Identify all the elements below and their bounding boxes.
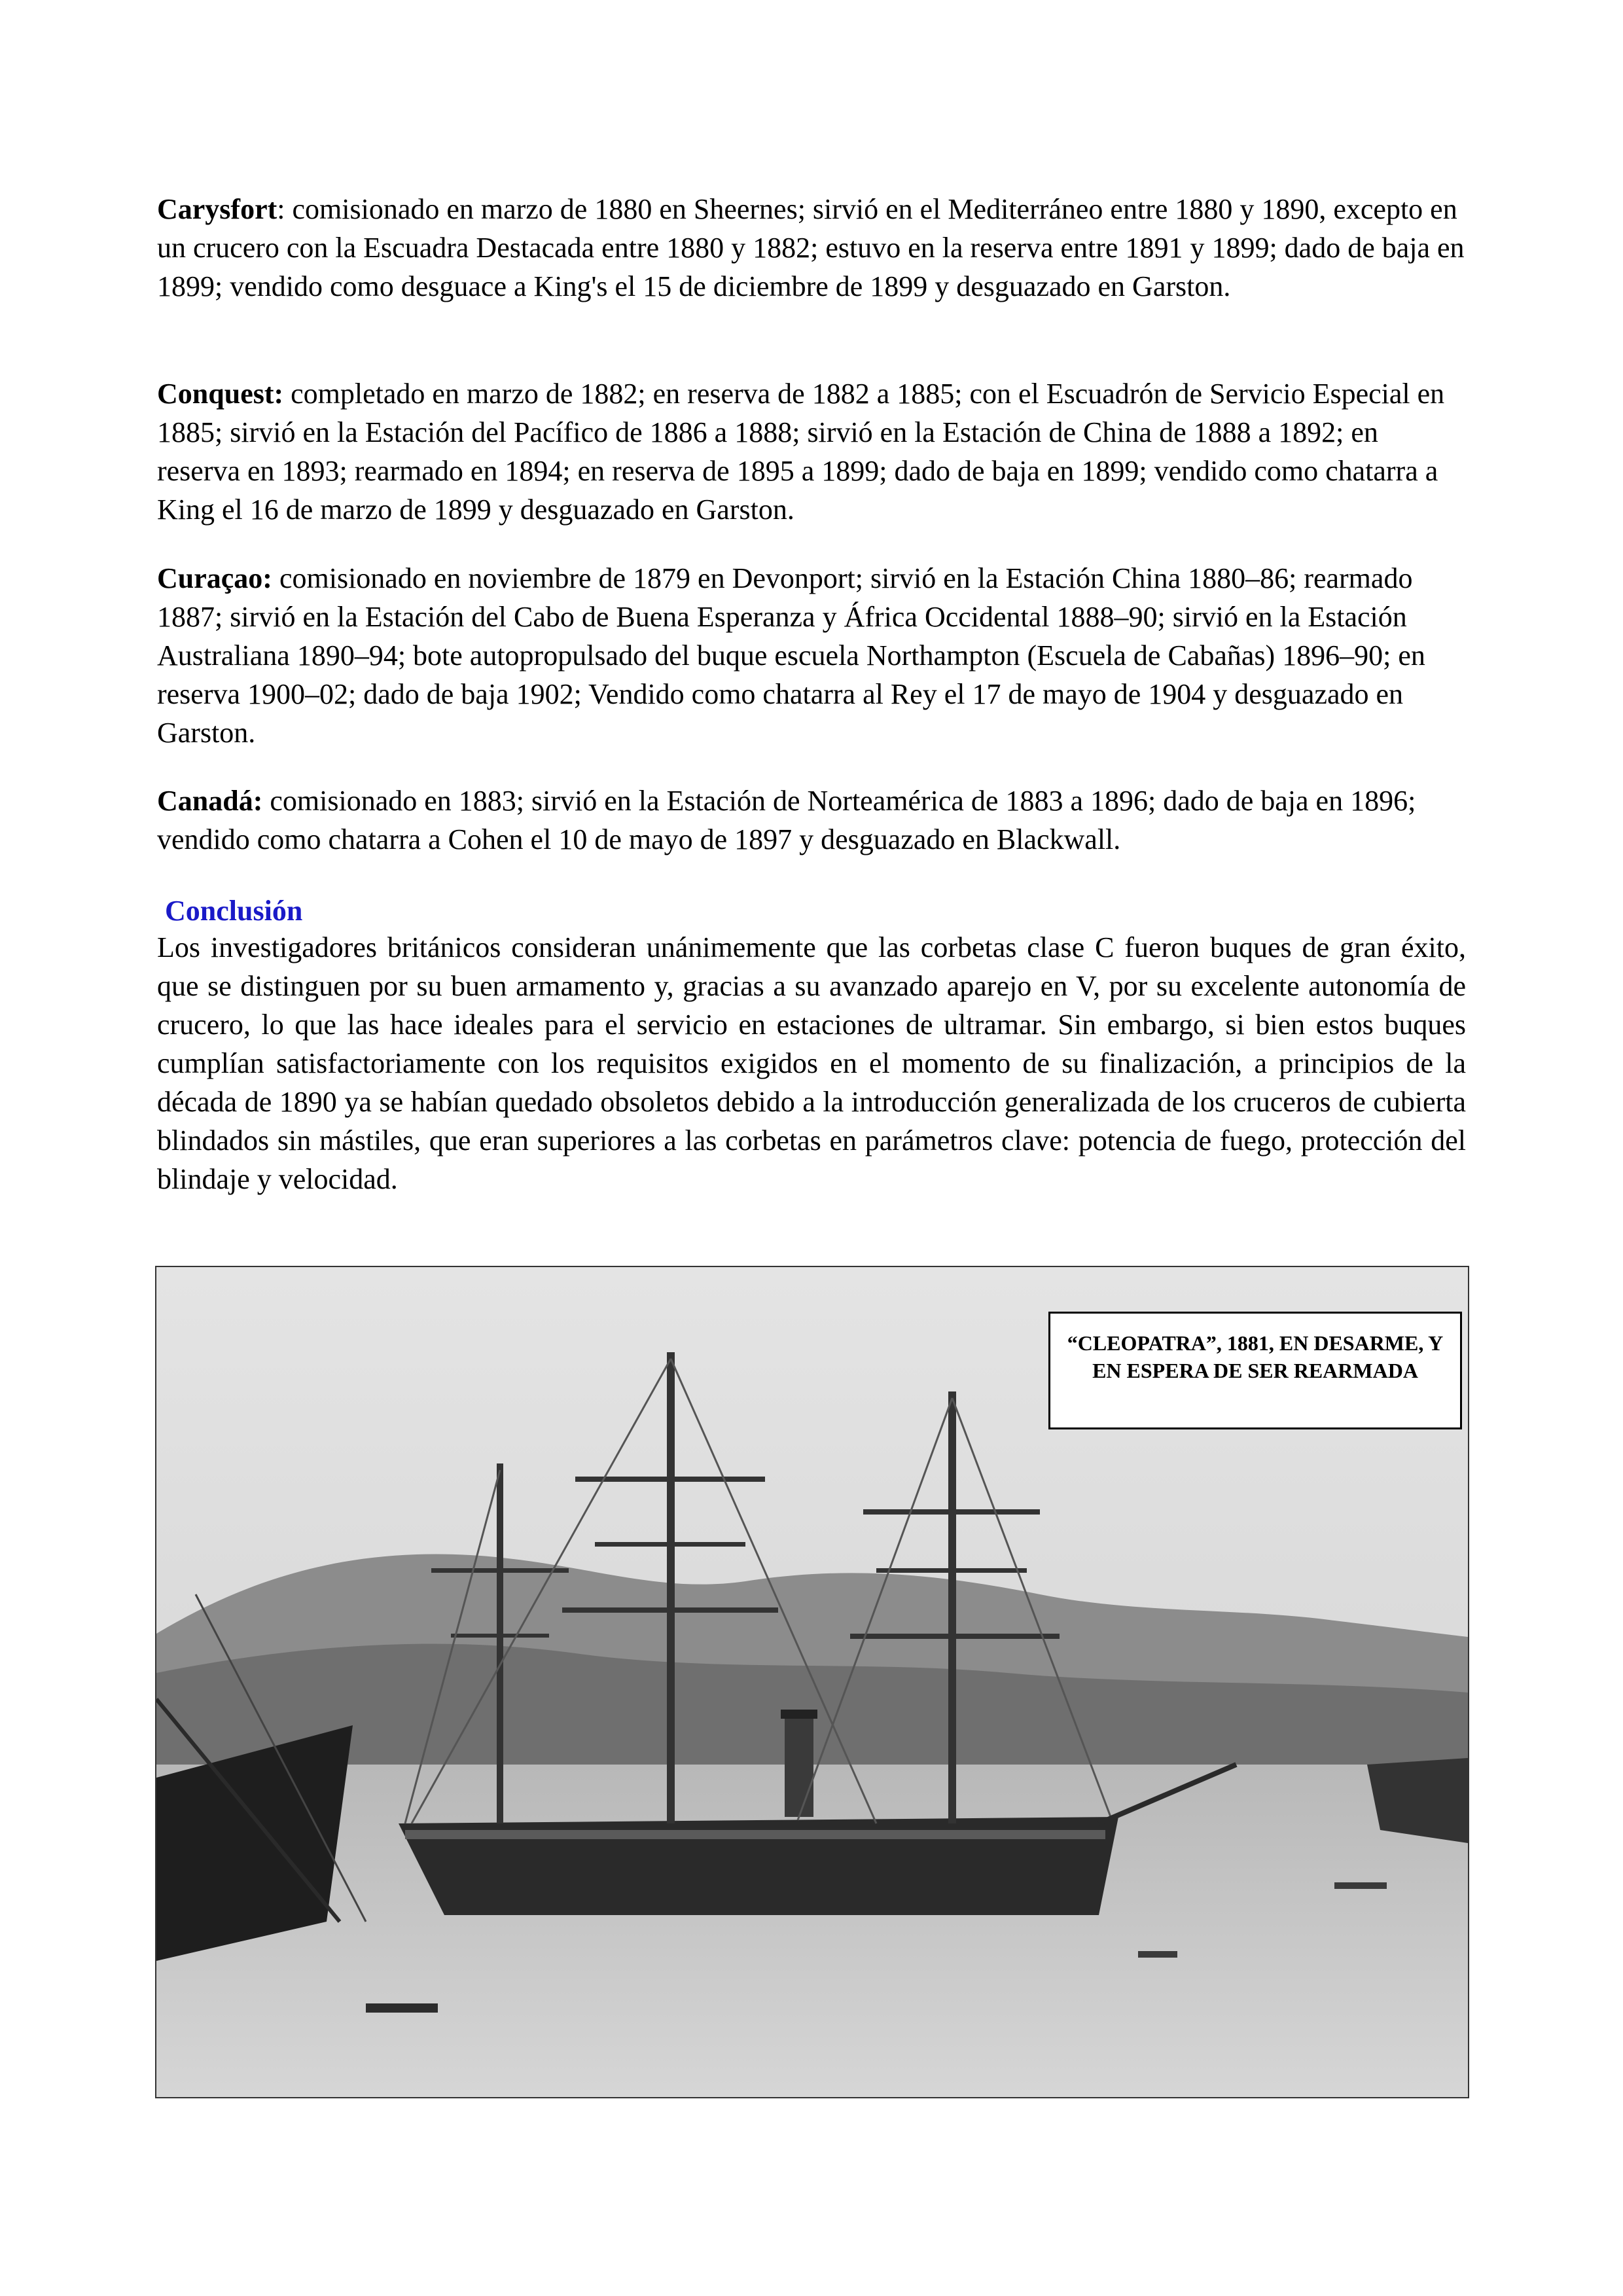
entry-name: Canadá:	[157, 785, 263, 817]
entry-curacao	[157, 559, 1466, 752]
conclusion-heading: Conclusión	[165, 895, 303, 927]
photo-caption: “CLEOPATRA”, 1881, EN DESARME, Y EN ESPERA DE SER REARMADA	[1048, 1312, 1462, 1429]
entry-name: Carysfort	[157, 193, 277, 225]
entry-text: completado en marzo de 1882; en reserva de 1882 a 1885; con el Escuadrón de Servicio Especial en 1885; sirvió en la Estación del Pacífico de 1886 a 1888; sirvió en la Estación de China de 1888 a 1892; en reserva en 1893; rearmado en 1894; en reserva de 1895 a 1899; dado de baja en 1899; vendido como chatarra a King el 16 de marzo de 1899 y desguazado en Garston.	[157, 378, 1445, 526]
entry-canada	[157, 781, 1466, 859]
entry-text: : comisionado en marzo de 1880 en Sheernes; sirvió en el Mediterráneo entre 1880 y 1890, excepto en un crucero con la Escuadra Destacada entre 1880 y 1882; estuvo en la reserva entre 1891 y 1899; dado de baja en 1899; vendido como desguace a King's el 15 de diciembre de 1899 y desguazado en Garston.	[157, 193, 1465, 302]
entry-name: Conquest:	[157, 378, 284, 410]
entry-text: comisionado en 1883; sirvió en la Estación de Norteamérica de 1883 a 1896; dado de baja en 1896; vendido como chatarra a Cohen el 10 de mayo de 1897 y desguazado en Blackwall.	[157, 785, 1416, 855]
conclusion-paragraph: Los investigadores británicos consideran unánimemente que las corbetas clase C fueron buques de gran éxito, que se distinguen por su buen armamento y, gracias a su avanzado aparejo en V, por su excelente autonomía de crucero, lo que las hace ideales para el servicio en estaciones de ultramar. Sin embargo, si bien estos buques cumplían satisfactoriamente con los requisitos exigidos en el momento de su finalización, a principios de la década de 1890 ya se habían quedado obsoletos debido a la introducción generalizada de los cruceros de cubierta blindados sin mástiles, que eran superiores a las corbetas en parámetros clave: potencia de fuego, protección del blindaje y velocidad.	[157, 931, 1466, 1195]
entry-carysfort	[157, 190, 1466, 306]
entry-text: comisionado en noviembre de 1879 en Devonport; sirvió en la Estación China 1880–86; rearmado 1887; sirvió en la Estación del Cabo de Buena Esperanza y África Occidental 1888–90; sirvió en la Estación Australiana 1890–94; bote autopropulsado del buque escuela Northampton (Escuela de Cabañas) 1896–90; en reserva 1900–02; dado de baja 1902; Vendido como chatarra al Rey el 17 de mayo de 1904 y desguazado en Garston.	[157, 562, 1425, 749]
entry-conquest	[157, 374, 1466, 529]
entry-name: Curaçao:	[157, 562, 272, 594]
